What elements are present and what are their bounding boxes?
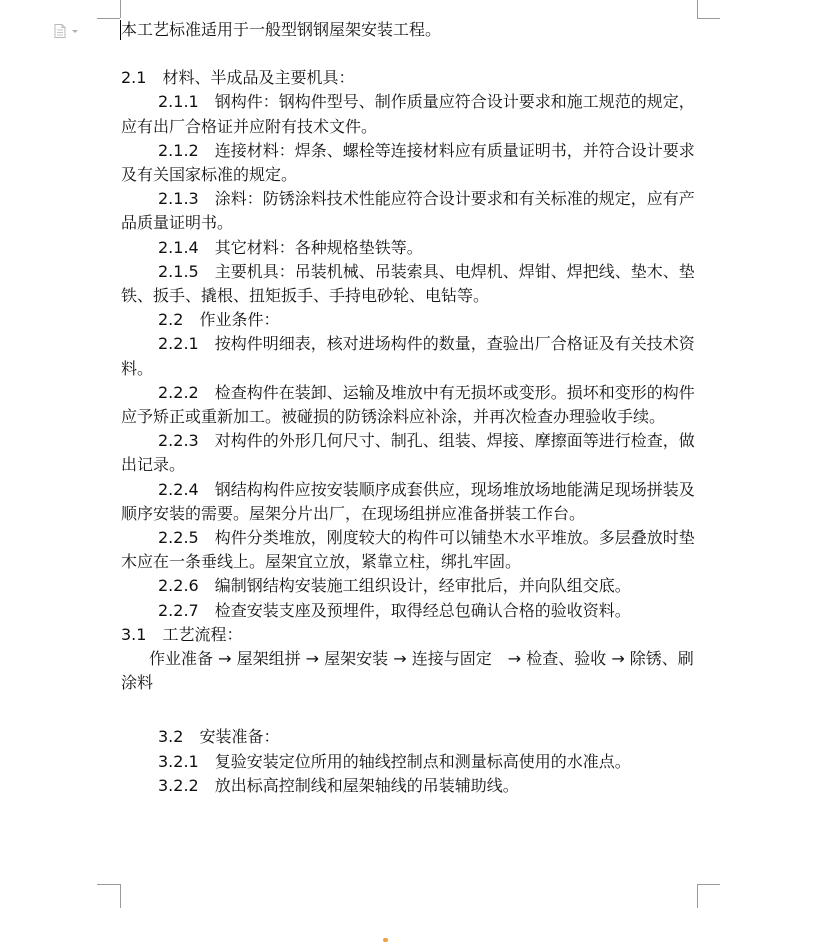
paragraph: 2.1.5 主要机具：吊装机械、吊装索具、电焊机、焊钳、焊把线、垫木、垫铁、扳手、撬根、扭矩扳手、手持电砂轮、电钻等。 [121, 261, 695, 306]
paragraph: 2.1.4 其它材料：各种规格垫铁等。 [158, 237, 423, 257]
margin-mark-top-right-vertical [697, 0, 698, 18]
margin-mark-bottom-right-vertical [697, 884, 698, 908]
paragraph: 2.2.3 对构件的外形几何尺寸、制孔、组装、焊接、摩擦面等进行检查，做出记录。 [121, 431, 695, 475]
paragraph: 2.1.3 涂料：防锈涂料技术性能应符合设计要求和有关标准的规定，应有产品质量证明书。 [121, 189, 695, 233]
paragraph: 3.2.2 放出标高控制线和屋架轴线的吊装辅助线。 [158, 775, 519, 795]
blank-line [121, 42, 699, 66]
section-heading: 2.2 作业条件： [158, 310, 280, 330]
paragraph: 2.2.4 钢结构构件应按安装顺序成套供应，现场堆放场地能满足现场拼装及顺序安装的需要。屋架分片出厂，在现场组拼应准备拼装工作台。 [121, 479, 695, 523]
section-heading: 2.1 材料、半成品及主要机具： [121, 68, 355, 88]
document-icon [54, 24, 80, 38]
paragraph: 2.2.5 构件分类堆放，刚度较大的构件可以铺垫木水平堆放。多层叠放时垫木应在一条垂线上。屋架宜立放，紧靠立柱，绑扎牢固。 [121, 528, 695, 572]
paragraph: 2.2.6 编制钢结构安装施工组织设计，经审批后，并向队组交底。 [158, 576, 631, 596]
blank-line [121, 695, 699, 725]
section-heading: 3.2 安装准备： [158, 727, 280, 747]
margin-mark-top-left-vertical [120, 0, 121, 18]
margin-mark-top-left [97, 18, 120, 19]
paragraph: 2.2.7 检查安装支座及预埋件，取得经总包确认合格的验收资料。 [158, 600, 631, 620]
paragraph: 3.2.1 复验安装定位所用的轴线控制点和测量标高使用的水准点。 [158, 751, 631, 771]
section-heading: 3.1 工艺流程： [121, 624, 243, 644]
page-indicator [383, 938, 388, 942]
process-flow: 作业准备 → 屋架组拼 → 屋架安装 → 连接与固定 → 检查、验收 → 除锈、刷涂料 [121, 649, 694, 693]
paragraph: 2.1.1 钢构件：钢构件型号、制作质量应符合设计要求和施工规范的规定，应有出厂合格证并应附有技术文件。 [121, 92, 695, 136]
margin-mark-bottom-right [697, 884, 720, 885]
paragraph: 2.1.2 连接材料：焊条、螺栓等连接材料应有质量证明书，并符合设计要求及有关国家标准的规定。 [121, 140, 695, 185]
document-body[interactable] [121, 18, 699, 798]
paragraph: 2.2.2 检查构件在装卸、运输及堆放中有无损坏或变形。损坏和变形的构件应予矫正或重新加工。被碰损的防锈涂料应补涂，并再次检查办理验收手续。 [121, 382, 695, 427]
margin-mark-bottom-left-vertical [120, 884, 121, 908]
document-menu-button[interactable] [54, 24, 80, 38]
margin-mark-bottom-left [97, 884, 120, 885]
margin-mark-top-right [697, 18, 720, 19]
paragraph: 2.2.1 按构件明细表，核对进场构件的数量，查验出厂合格证及有关技术资料。 [121, 334, 695, 378]
intro-paragraph: 本工艺标准适用于一般型钢钢屋架安装工程。 [121, 20, 442, 39]
